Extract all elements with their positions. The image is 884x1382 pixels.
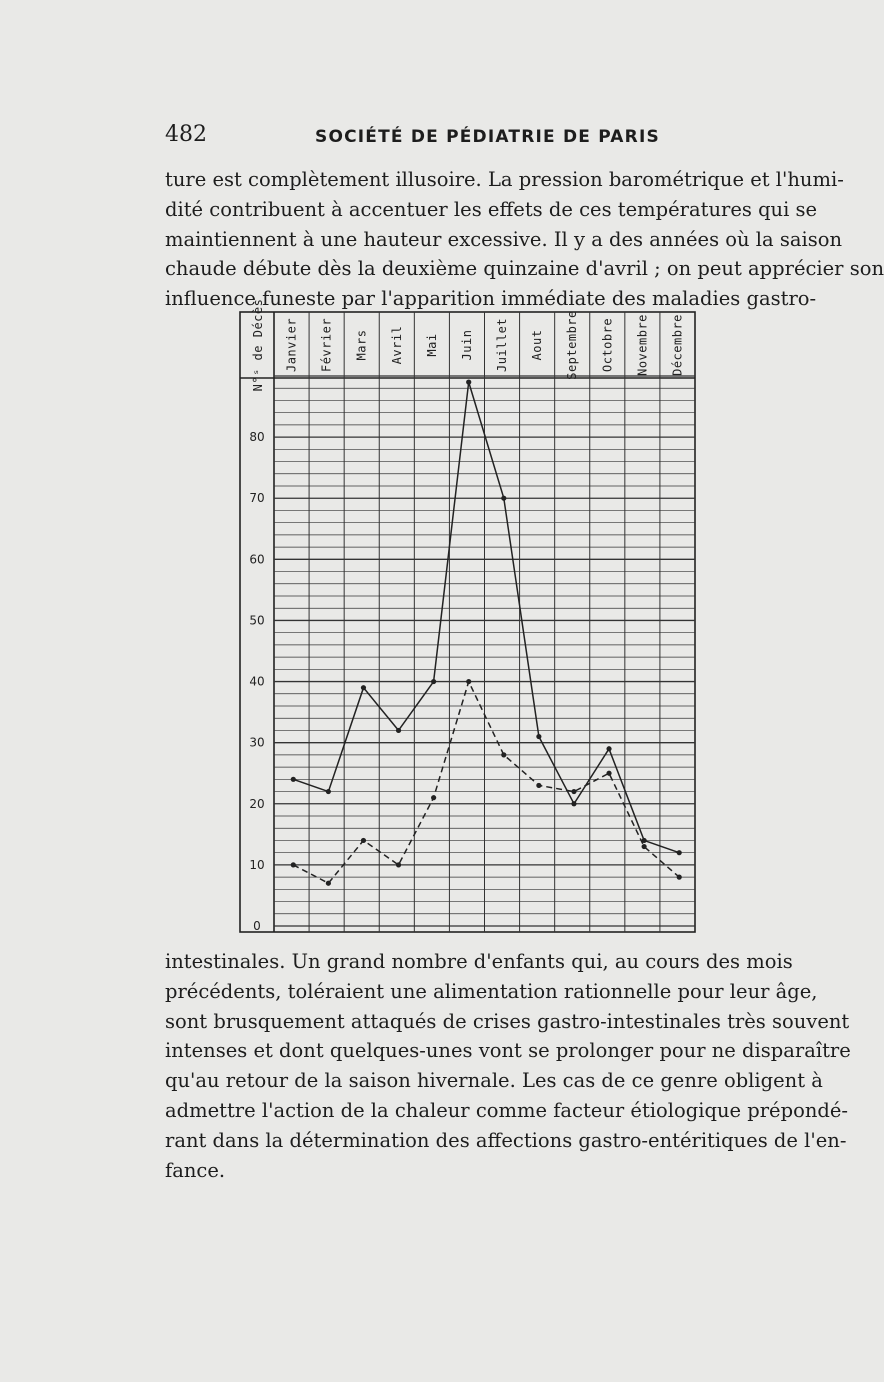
- month-label: Décembre: [670, 314, 685, 376]
- text-line: maintiennent à une hauteur excessive. Il y a des années où la saison: [165, 227, 843, 251]
- data-point: [326, 789, 331, 794]
- y-tick-label: 50: [249, 613, 265, 628]
- data-point: [571, 789, 576, 794]
- month-label: Juin: [459, 329, 474, 361]
- data-point: [466, 679, 471, 684]
- data-point: [606, 746, 611, 751]
- y-tick-label: 60: [249, 552, 265, 567]
- y-tick-label: 30: [249, 735, 265, 750]
- text-line: rant dans la détermination des affections gastro-entéritiques de l'en-: [165, 1128, 847, 1152]
- month-label: Mars: [354, 329, 369, 361]
- month-label: Octobre: [600, 317, 615, 373]
- series-line-solid: [293, 382, 679, 853]
- text-line: qu'au retour de la saison hivernale. Les cas de ce genre obligent à: [165, 1069, 823, 1093]
- chart-grid: [240, 312, 695, 932]
- data-point: [536, 783, 541, 788]
- data-point: [606, 771, 611, 776]
- data-point: [642, 844, 647, 849]
- month-label: Juillet: [495, 317, 510, 373]
- text-line: intestinales. Un grand nombre d'enfants qui, au cours des mois: [165, 950, 793, 973]
- text-line: intenses et dont quelques-unes vont se prolonger pour ne disparaître: [165, 1039, 851, 1063]
- y-axis-label: N°ˢ de Décès: [251, 298, 265, 392]
- data-point: [291, 862, 296, 867]
- data-point: [571, 801, 576, 806]
- text-line: chaude débute dès la deuxième quinzaine d'avril ; on peut apprécier son: [165, 257, 884, 281]
- text-line: influence funeste par l'apparition immédiate des maladies gastro-: [165, 287, 817, 311]
- text-line: précédents, toléraient une alimentation rationnelle pour leur âge,: [165, 979, 818, 1003]
- data-point: [396, 862, 401, 867]
- chart-frame: [240, 312, 695, 932]
- y-tick-label: 0: [253, 919, 261, 933]
- text-line: fance.: [165, 1158, 226, 1182]
- month-label: Février: [319, 317, 334, 373]
- month-label: Janvier: [284, 317, 299, 373]
- data-point: [677, 875, 682, 880]
- text-line: dité contribuent à accentuer les effets de ces températures qui se: [165, 197, 818, 221]
- y-tick-label: 70: [249, 491, 265, 506]
- data-point: [501, 496, 506, 501]
- y-tick-label: 40: [249, 674, 265, 689]
- data-point: [501, 752, 506, 757]
- data-point: [677, 850, 682, 855]
- data-point: [291, 777, 296, 782]
- data-point: [361, 685, 366, 690]
- text-line: ture est complètement illusoire. La pression barométrique et l'humi-: [165, 168, 844, 191]
- y-tick-label: 80: [249, 430, 265, 445]
- y-tick-label: 20: [249, 796, 265, 811]
- page-number: 482: [165, 122, 207, 147]
- data-point: [431, 795, 436, 800]
- paragraph-bottom: [165, 947, 851, 1185]
- running-head: SOCIÉTÉ DE PÉDIATRIE DE PARIS: [315, 127, 660, 147]
- data-point: [536, 734, 541, 739]
- month-label: Novembre: [635, 314, 650, 376]
- month-label: Avril: [389, 325, 404, 365]
- data-point: [466, 380, 471, 385]
- text-line: admettre l'action de la chaleur comme facteur étiologique prépondé-: [165, 1098, 848, 1122]
- month-label: Septembre: [565, 310, 580, 380]
- data-point: [396, 728, 401, 733]
- data-point: [361, 838, 366, 843]
- y-tick-label: 10: [249, 857, 265, 872]
- month-label: Mai: [424, 333, 439, 357]
- text-line: sont brusquement attaqués de crises gastro-intestinales très souvent: [165, 1009, 850, 1033]
- month-label: Aout: [530, 329, 545, 361]
- data-point: [431, 679, 436, 684]
- data-point: [326, 881, 331, 886]
